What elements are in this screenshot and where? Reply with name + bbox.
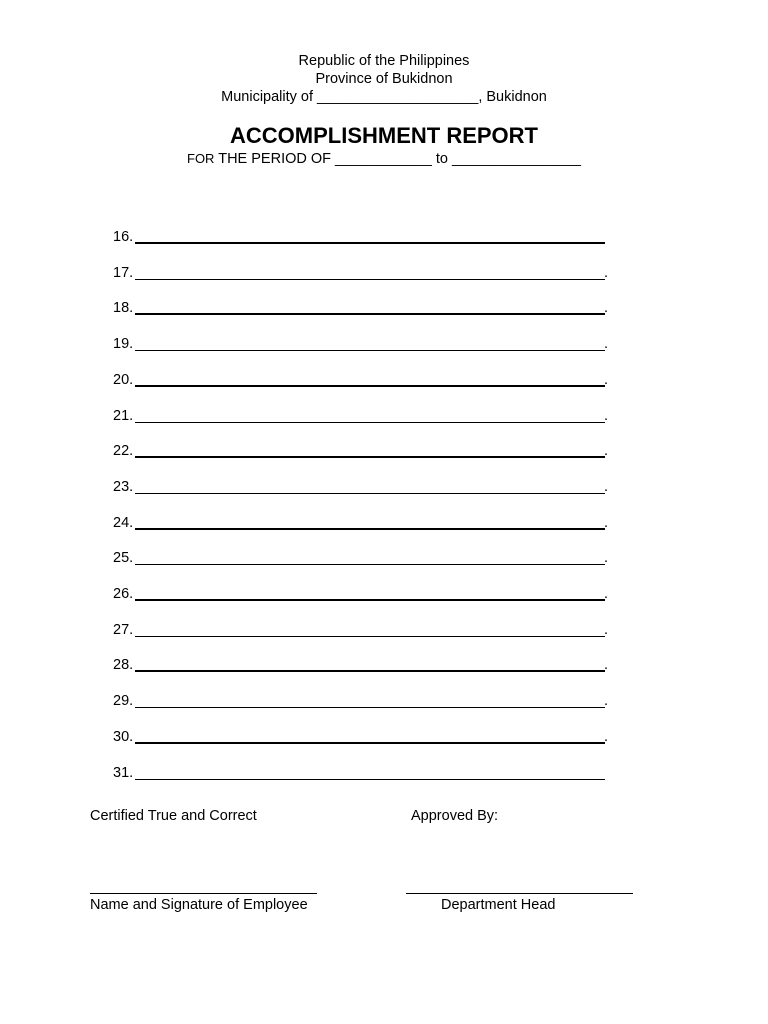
entry-period-mark: . [604,479,609,495]
entry-line[interactable] [113,335,613,355]
entry-number: 19. [113,336,134,352]
report-period [0,150,768,168]
entry-blank[interactable] [135,422,605,423]
entry-line[interactable] [113,728,613,748]
entry-line[interactable] [113,549,613,569]
entry-period-mark: . [604,372,609,388]
entry-number: 28. [113,657,134,673]
entry-line[interactable] [113,764,613,784]
entry-number: 21. [113,408,134,424]
approved-label: Approved By: [411,808,499,824]
entry-number: 23. [113,479,134,495]
entry-period-mark: . [604,622,609,638]
entry-blank[interactable] [135,528,605,530]
entry-blank[interactable] [135,670,605,672]
entry-period-mark: . [604,657,609,673]
entry-period-mark: . [604,443,609,459]
entry-line[interactable] [113,514,613,534]
document-header [0,52,768,106]
entry-line[interactable] [113,264,613,284]
entry-blank[interactable] [135,493,605,494]
entry-number: 31. [113,765,134,781]
entry-period-mark: . [604,300,609,316]
period-text: THE PERIOD OF ____________ to ________________ [214,151,581,167]
header-province: Province of Bukidnon [315,71,453,87]
entry-line[interactable] [113,621,613,641]
entry-period-mark: . [604,550,609,566]
entry-line[interactable] [113,371,613,391]
entry-period-mark: . [604,408,609,424]
entry-line[interactable] [113,692,613,712]
entry-period-mark: . [604,515,609,531]
entry-number: 25. [113,550,134,566]
entry-line[interactable] [113,585,613,605]
entry-number: 24. [113,515,134,531]
employee-signature-line [90,893,317,894]
entry-period-mark: . [604,729,609,745]
entry-line[interactable] [113,407,613,427]
entry-line[interactable] [113,442,613,462]
entry-line[interactable] [113,478,613,498]
entry-blank[interactable] [135,636,605,637]
entry-blank[interactable] [135,350,605,351]
entry-line[interactable] [113,228,613,248]
header-municipality: Municipality of ____________________, Bukidnon [221,89,547,105]
entry-number: 26. [113,586,134,602]
entry-blank[interactable] [135,564,605,565]
entry-line[interactable] [113,656,613,676]
entry-blank[interactable] [135,456,605,458]
entry-period-mark: . [604,586,609,602]
certified-label: Certified True and Correct [90,808,257,824]
entry-period-mark: . [604,336,609,352]
entry-number: 30. [113,729,134,745]
entry-blank[interactable] [135,599,605,601]
entry-number: 18. [113,300,134,316]
head-caption: Department Head [441,897,556,913]
head-signature-line [406,893,633,894]
entry-blank[interactable] [135,313,605,315]
header-republic: Republic of the Philippines [298,53,470,69]
entry-blank[interactable] [135,742,605,744]
entry-blank[interactable] [135,279,605,280]
entry-number: 22. [113,443,134,459]
entry-number: 16. [113,229,134,245]
entry-blank[interactable] [135,242,605,244]
entry-blank[interactable] [135,707,605,708]
entry-number: 27. [113,622,134,638]
employee-caption: Name and Signature of Employee [90,897,308,913]
entry-blank[interactable] [135,779,605,780]
period-prefix: FOR [187,151,215,166]
entry-number: 20. [113,372,134,388]
entry-blank[interactable] [135,385,605,387]
entry-period-mark: . [604,265,609,281]
entry-number: 29. [113,693,134,709]
entry-number: 17. [113,265,134,281]
entry-line[interactable] [113,299,613,319]
report-title: ACCOMPLISHMENT REPORT [230,123,538,148]
entry-period-mark: . [604,693,609,709]
